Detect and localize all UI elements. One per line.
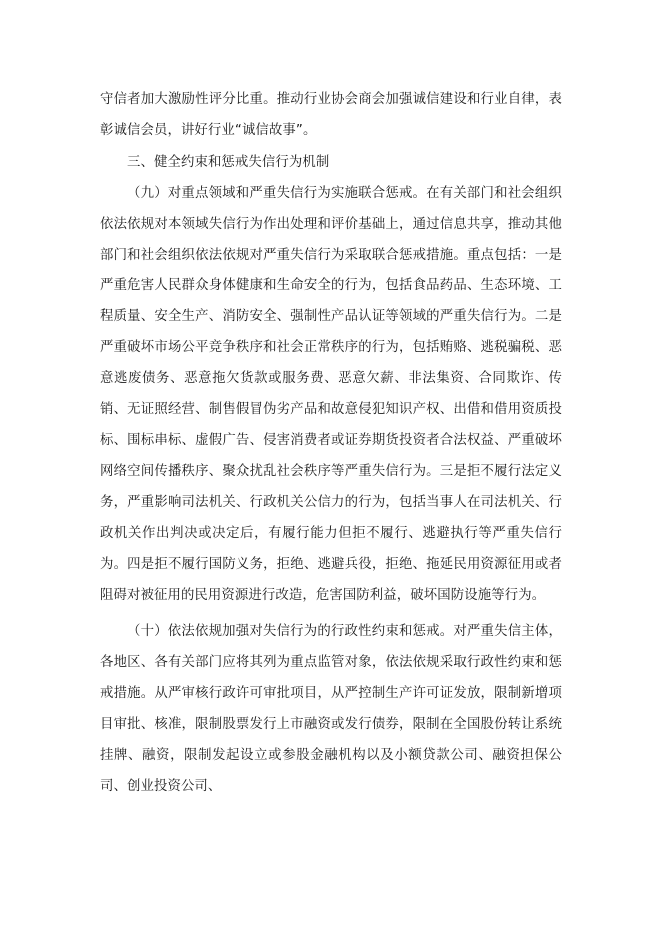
- section-heading: 三、健全约束和惩戒失信行为机制: [127, 154, 330, 170]
- paragraph-clause-10: （十）依法依规加强对失信行为的行政性约束和惩戒。对严重失信主体，各地区、各有关部门应将其列为重点监管对象，依法依规采取行政性约束和惩戒措施。从严审核行政许可审批项目，从严控制生产许可证发放，限制新增项目审批、核准，限制股票发行上市融资或发行债券，限制在全国股份转让系统挂牌、融资，限制发起设立或参股金融机构以及小额贷款公司、融资担保公司、创业投资公司、: [100, 624, 562, 794]
- paragraph-continuation: 守信者加大激励性评分比重。推动行业协会商会加强诚信建设和行业自律，表彰诚信会员，讲好行业“诚信故事”。: [100, 92, 562, 138]
- document-body: [100, 85, 562, 803]
- paragraph-clause-9: （九）对重点领域和严重失信行为实施联合惩戒。在有关部门和社会组织依法依规对本领域失信行为作出处理和评价基础上，通过信息共享，推动其他部门和社会组织依法依规对严重失信行为采取联合惩戒措施。重点包括：一是严重危害人民群众身体健康和生命安全的行为，包括食品药品、生态环境、工程质量、安全生产、消防安全、强制性产品认证等领域的严重失信行为。二是严重破坏市场公平竞争秩序和社会正常秩序的行为，包括贿赂、逃税骗税、恶意逃废债务、恶意拖欠货款或服务费、恶意欠薪、非法集资、合同欺诈、传销、无证照经营、制售假冒伪劣产品和故意侵犯知识产权、出借和借用资质投标、围标串标、虚假广告、侵害消费者或证券期货投资者合法权益、严重破坏网络空间传播秩序、聚众扰乱社会秩序等严重失信行为。三是拒不履行法定义务，严重影响司法机关、行政机关公信力的行为，包括当事人在司法机关、行政机关作出判决或决定后，有履行能力但拒不履行、逃避执行等严重失信行为。四是拒不履行国防义务，拒绝、逃避兵役，拒绝、拖延民用资源征用或者阻碍对被征用的民用资源进行改造，危害国防利益，破坏国防设施等行为。: [100, 185, 562, 603]
